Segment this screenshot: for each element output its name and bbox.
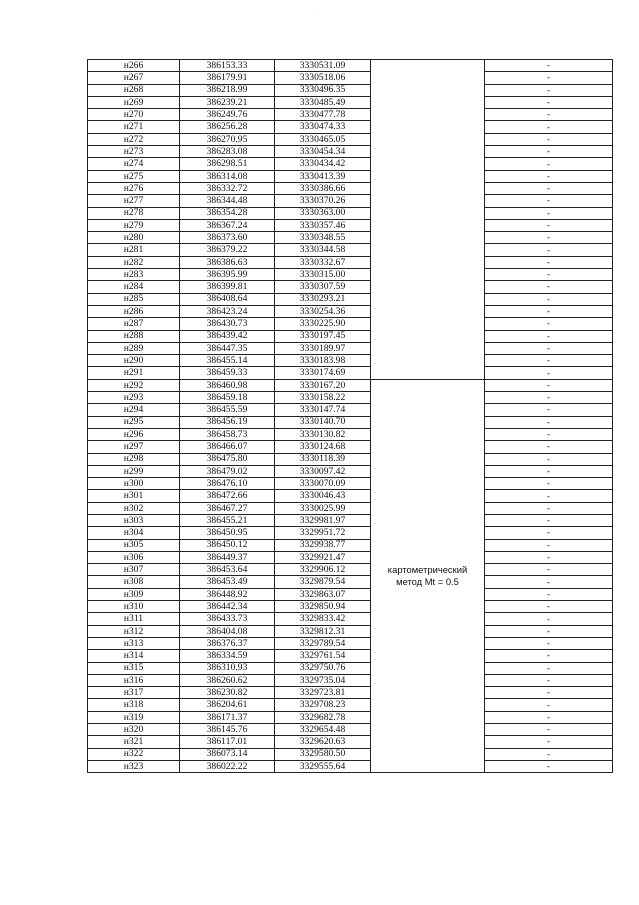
point-number-cell: н316	[88, 674, 180, 686]
x-coordinate-cell: 386448.92	[180, 588, 275, 600]
y-coordinate-cell: 3330254.36	[275, 305, 371, 317]
x-coordinate-cell: 386249.76	[180, 109, 275, 121]
x-coordinate-cell: 386373.60	[180, 232, 275, 244]
accuracy-cell: -	[485, 760, 613, 772]
x-coordinate-cell: 386256.28	[180, 121, 275, 133]
point-number-cell: н299	[88, 465, 180, 477]
table-row	[88, 379, 613, 391]
x-coordinate-cell: 386153.33	[180, 60, 275, 72]
y-coordinate-cell: 3329708.23	[275, 699, 371, 711]
y-coordinate-cell: 3330097.42	[275, 465, 371, 477]
table-row	[88, 404, 613, 416]
y-coordinate-cell: 3330363.00	[275, 207, 371, 219]
y-coordinate-cell: 3329981.97	[275, 514, 371, 526]
point-number-cell: н295	[88, 416, 180, 428]
y-coordinate-cell: 3329620.63	[275, 736, 371, 748]
x-coordinate-cell: 386460.98	[180, 379, 275, 391]
table-row	[88, 724, 613, 736]
point-number-cell: н267	[88, 72, 180, 84]
y-coordinate-cell: 3330332.67	[275, 256, 371, 268]
table-row	[88, 650, 613, 662]
y-coordinate-cell: 3330315.00	[275, 269, 371, 281]
table-row	[88, 588, 613, 600]
x-coordinate-cell: 386455.14	[180, 355, 275, 367]
accuracy-cell: -	[485, 318, 613, 330]
accuracy-cell: -	[485, 367, 613, 379]
point-number-cell: н293	[88, 392, 180, 404]
x-coordinate-cell: 386458.73	[180, 428, 275, 440]
point-number-cell: н320	[88, 724, 180, 736]
x-coordinate-cell: 386298.51	[180, 158, 275, 170]
method-label-line1: картометрический	[387, 564, 468, 576]
y-coordinate-cell: 3329863.07	[275, 588, 371, 600]
y-coordinate-cell: 3330531.09	[275, 60, 371, 72]
table-row	[88, 232, 613, 244]
table-row	[88, 502, 613, 514]
accuracy-cell: -	[485, 232, 613, 244]
x-coordinate-cell: 386239.21	[180, 96, 275, 108]
table-row	[88, 527, 613, 539]
point-number-cell: н302	[88, 502, 180, 514]
x-coordinate-cell: 386467.27	[180, 502, 275, 514]
point-number-cell: н315	[88, 662, 180, 674]
point-number-cell: н278	[88, 207, 180, 219]
y-coordinate-cell: 3330147.74	[275, 404, 371, 416]
y-coordinate-cell: 3330124.68	[275, 441, 371, 453]
y-coordinate-cell: 3329951.72	[275, 527, 371, 539]
x-coordinate-cell: 386459.18	[180, 392, 275, 404]
y-coordinate-cell: 3330025.99	[275, 502, 371, 514]
table-row	[88, 465, 613, 477]
accuracy-cell: -	[485, 674, 613, 686]
y-coordinate-cell: 3330189.97	[275, 342, 371, 354]
y-coordinate-cell: 3329833.42	[275, 613, 371, 625]
accuracy-cell: -	[485, 305, 613, 317]
point-number-cell: н271	[88, 121, 180, 133]
point-number-cell: н309	[88, 588, 180, 600]
accuracy-cell: -	[485, 551, 613, 563]
y-coordinate-cell: 3330357.46	[275, 219, 371, 231]
table-row	[88, 514, 613, 526]
y-coordinate-cell: 3329761.54	[275, 650, 371, 662]
x-coordinate-cell: 386404.08	[180, 625, 275, 637]
x-coordinate-cell: 386260.62	[180, 674, 275, 686]
table-row	[88, 564, 613, 576]
y-coordinate-cell: 3329735.04	[275, 674, 371, 686]
x-coordinate-cell: 386453.49	[180, 576, 275, 588]
accuracy-cell: -	[485, 392, 613, 404]
y-coordinate-cell: 3330070.09	[275, 478, 371, 490]
point-number-cell: н274	[88, 158, 180, 170]
table-row	[88, 305, 613, 317]
point-number-cell: н303	[88, 514, 180, 526]
y-coordinate-cell: 3330130.82	[275, 428, 371, 440]
accuracy-cell: -	[485, 724, 613, 736]
accuracy-cell: -	[485, 182, 613, 194]
point-number-cell: н280	[88, 232, 180, 244]
table-row	[88, 760, 613, 772]
table-row	[88, 613, 613, 625]
point-number-cell: н296	[88, 428, 180, 440]
x-coordinate-cell: 386310.93	[180, 662, 275, 674]
point-number-cell: н282	[88, 256, 180, 268]
accuracy-cell: -	[485, 195, 613, 207]
table-row	[88, 674, 613, 686]
y-coordinate-cell: 3329682.78	[275, 711, 371, 723]
y-coordinate-cell: 3330434.42	[275, 158, 371, 170]
x-coordinate-cell: 386230.82	[180, 687, 275, 699]
y-coordinate-cell: 3330477.78	[275, 109, 371, 121]
accuracy-cell: -	[485, 514, 613, 526]
x-coordinate-cell: 386283.08	[180, 146, 275, 158]
accuracy-cell: -	[485, 158, 613, 170]
table-row	[88, 109, 613, 121]
point-number-cell: н305	[88, 539, 180, 551]
y-coordinate-cell: 3329938.77	[275, 539, 371, 551]
accuracy-cell: -	[485, 146, 613, 158]
point-number-cell: н270	[88, 109, 180, 121]
x-coordinate-cell: 386408.64	[180, 293, 275, 305]
y-coordinate-cell: 3330046.43	[275, 490, 371, 502]
point-number-cell: н277	[88, 195, 180, 207]
accuracy-cell: -	[485, 207, 613, 219]
x-coordinate-cell: 386354.28	[180, 207, 275, 219]
accuracy-cell: -	[485, 527, 613, 539]
point-number-cell: н287	[88, 318, 180, 330]
x-coordinate-cell: 386459.33	[180, 367, 275, 379]
accuracy-cell: -	[485, 121, 613, 133]
x-coordinate-cell: 386449.37	[180, 551, 275, 563]
y-coordinate-cell: 3330307.59	[275, 281, 371, 293]
point-number-cell: н306	[88, 551, 180, 563]
accuracy-cell: -	[485, 170, 613, 182]
y-coordinate-cell: 3330118.39	[275, 453, 371, 465]
x-coordinate-cell: 386218.99	[180, 84, 275, 96]
y-coordinate-cell: 3329850.94	[275, 601, 371, 613]
y-coordinate-cell: 3329921.47	[275, 551, 371, 563]
y-coordinate-cell: 3329879.54	[275, 576, 371, 588]
table-row	[88, 60, 613, 72]
y-coordinate-cell: 3329555.64	[275, 760, 371, 772]
x-coordinate-cell: 386332.72	[180, 182, 275, 194]
point-number-cell: н310	[88, 601, 180, 613]
table-row	[88, 256, 613, 268]
table-row	[88, 736, 613, 748]
accuracy-cell: -	[485, 404, 613, 416]
table-row	[88, 342, 613, 354]
x-coordinate-cell: 386423.24	[180, 305, 275, 317]
accuracy-cell: -	[485, 711, 613, 723]
y-coordinate-cell: 3330413.39	[275, 170, 371, 182]
table-row	[88, 219, 613, 231]
y-coordinate-cell: 3329789.54	[275, 637, 371, 649]
table-row	[88, 576, 613, 588]
y-coordinate-cell: 3329580.50	[275, 748, 371, 760]
point-number-cell: н290	[88, 355, 180, 367]
table-row	[88, 551, 613, 563]
accuracy-cell: -	[485, 72, 613, 84]
x-coordinate-cell: 386022.22	[180, 760, 275, 772]
point-number-cell: н307	[88, 564, 180, 576]
x-coordinate-cell: 386334.59	[180, 650, 275, 662]
x-coordinate-cell: 386453.64	[180, 564, 275, 576]
accuracy-cell: -	[485, 699, 613, 711]
point-number-cell: н291	[88, 367, 180, 379]
point-number-cell: н314	[88, 650, 180, 662]
accuracy-cell: -	[485, 465, 613, 477]
table-row	[88, 392, 613, 404]
x-coordinate-cell: 386466.07	[180, 441, 275, 453]
table-row	[88, 490, 613, 502]
table-row	[88, 367, 613, 379]
accuracy-cell: -	[485, 687, 613, 699]
point-number-cell: н276	[88, 182, 180, 194]
table-row	[88, 121, 613, 133]
x-coordinate-cell: 386179.91	[180, 72, 275, 84]
table-row	[88, 133, 613, 145]
x-coordinate-cell: 386204.61	[180, 699, 275, 711]
table-row	[88, 699, 613, 711]
point-number-cell: н285	[88, 293, 180, 305]
accuracy-cell: -	[485, 625, 613, 637]
y-coordinate-cell: 3330225.90	[275, 318, 371, 330]
accuracy-cell: -	[485, 453, 613, 465]
accuracy-cell: -	[485, 281, 613, 293]
accuracy-cell: -	[485, 748, 613, 760]
point-number-cell: н300	[88, 478, 180, 490]
x-coordinate-cell: 386442.34	[180, 601, 275, 613]
point-number-cell: н294	[88, 404, 180, 416]
accuracy-cell: -	[485, 650, 613, 662]
point-number-cell: н313	[88, 637, 180, 649]
table-row	[88, 355, 613, 367]
accuracy-cell: -	[485, 588, 613, 600]
point-number-cell: н321	[88, 736, 180, 748]
point-number-cell: н319	[88, 711, 180, 723]
x-coordinate-cell: 386145.76	[180, 724, 275, 736]
accuracy-cell: -	[485, 428, 613, 440]
point-number-cell: н268	[88, 84, 180, 96]
x-coordinate-cell: 386455.59	[180, 404, 275, 416]
y-coordinate-cell: 3330344.58	[275, 244, 371, 256]
accuracy-cell: -	[485, 256, 613, 268]
accuracy-cell: -	[485, 355, 613, 367]
x-coordinate-cell: 386450.95	[180, 527, 275, 539]
x-coordinate-cell: 386395.99	[180, 269, 275, 281]
table-row	[88, 269, 613, 281]
table-row	[88, 158, 613, 170]
point-number-cell: н308	[88, 576, 180, 588]
coordinates-table	[87, 59, 613, 773]
point-number-cell: н304	[88, 527, 180, 539]
method-label-line2: метод Mt = 0.5	[396, 575, 459, 587]
accuracy-cell: -	[485, 662, 613, 674]
point-number-cell: н279	[88, 219, 180, 231]
x-coordinate-cell: 386386.63	[180, 256, 275, 268]
point-number-cell: н323	[88, 760, 180, 772]
y-coordinate-cell: 3329906.12	[275, 564, 371, 576]
x-coordinate-cell: 386073.14	[180, 748, 275, 760]
y-coordinate-cell: 3330386.66	[275, 182, 371, 194]
x-coordinate-cell: 386455.21	[180, 514, 275, 526]
y-coordinate-cell: 3330518.06	[275, 72, 371, 84]
accuracy-cell: -	[485, 539, 613, 551]
accuracy-cell: -	[485, 502, 613, 514]
x-coordinate-cell: 386117.01	[180, 736, 275, 748]
table-row	[88, 330, 613, 342]
y-coordinate-cell: 3329723.81	[275, 687, 371, 699]
point-number-cell: н297	[88, 441, 180, 453]
y-coordinate-cell: 3329812.31	[275, 625, 371, 637]
x-coordinate-cell: 386476.10	[180, 478, 275, 490]
point-number-cell: н318	[88, 699, 180, 711]
table-row	[88, 601, 613, 613]
y-coordinate-cell: 3330485.49	[275, 96, 371, 108]
point-number-cell: н317	[88, 687, 180, 699]
y-coordinate-cell: 3330140.70	[275, 416, 371, 428]
x-coordinate-cell: 386472.66	[180, 490, 275, 502]
y-coordinate-cell: 3329750.76	[275, 662, 371, 674]
point-number-cell: н266	[88, 60, 180, 72]
table-row	[88, 207, 613, 219]
x-coordinate-cell: 386450.12	[180, 539, 275, 551]
table-row	[88, 146, 613, 158]
accuracy-cell: -	[485, 342, 613, 354]
table-row	[88, 244, 613, 256]
coordinates-table-body	[88, 60, 613, 773]
table-row	[88, 182, 613, 194]
y-coordinate-cell: 3330496.35	[275, 84, 371, 96]
point-number-cell: н273	[88, 146, 180, 158]
table-row	[88, 72, 613, 84]
y-coordinate-cell: 3330454.34	[275, 146, 371, 158]
y-coordinate-cell: 3330183.98	[275, 355, 371, 367]
table-row	[88, 625, 613, 637]
accuracy-cell: -	[485, 490, 613, 502]
accuracy-cell: -	[485, 736, 613, 748]
point-number-cell: н292	[88, 379, 180, 391]
x-coordinate-cell: 386475.80	[180, 453, 275, 465]
point-number-cell: н281	[88, 244, 180, 256]
accuracy-cell: -	[485, 84, 613, 96]
table-row	[88, 539, 613, 551]
point-number-cell: н312	[88, 625, 180, 637]
table-row	[88, 281, 613, 293]
x-coordinate-cell: 386367.24	[180, 219, 275, 231]
y-coordinate-cell: 3330474.33	[275, 121, 371, 133]
point-number-cell: н301	[88, 490, 180, 502]
y-coordinate-cell: 3329654.48	[275, 724, 371, 736]
x-coordinate-cell: 386430.73	[180, 318, 275, 330]
x-coordinate-cell: 386270.95	[180, 133, 275, 145]
accuracy-cell: -	[485, 416, 613, 428]
x-coordinate-cell: 386456.19	[180, 416, 275, 428]
point-number-cell: н298	[88, 453, 180, 465]
x-coordinate-cell: 386399.81	[180, 281, 275, 293]
table-row	[88, 441, 613, 453]
point-number-cell: н289	[88, 342, 180, 354]
x-coordinate-cell: 386447.35	[180, 342, 275, 354]
table-row	[88, 711, 613, 723]
table-row	[88, 195, 613, 207]
x-coordinate-cell: 386433.73	[180, 613, 275, 625]
accuracy-cell: -	[485, 330, 613, 342]
point-number-cell: н284	[88, 281, 180, 293]
accuracy-cell: -	[485, 269, 613, 281]
accuracy-cell: -	[485, 564, 613, 576]
point-number-cell: н288	[88, 330, 180, 342]
y-coordinate-cell: 3330158.22	[275, 392, 371, 404]
table-row	[88, 687, 613, 699]
accuracy-cell: -	[485, 60, 613, 72]
accuracy-cell: -	[485, 293, 613, 305]
point-number-cell: н311	[88, 613, 180, 625]
table-row	[88, 96, 613, 108]
table-row	[88, 293, 613, 305]
x-coordinate-cell: 386379.22	[180, 244, 275, 256]
accuracy-cell: -	[485, 478, 613, 490]
y-coordinate-cell: 3330293.21	[275, 293, 371, 305]
table-row	[88, 84, 613, 96]
x-coordinate-cell: 386344.48	[180, 195, 275, 207]
y-coordinate-cell: 3330348.55	[275, 232, 371, 244]
y-coordinate-cell: 3330174.69	[275, 367, 371, 379]
table-row	[88, 748, 613, 760]
accuracy-cell: -	[485, 109, 613, 121]
y-coordinate-cell: 3330167.20	[275, 379, 371, 391]
y-coordinate-cell: 3330370.26	[275, 195, 371, 207]
accuracy-cell: -	[485, 613, 613, 625]
accuracy-cell: -	[485, 244, 613, 256]
accuracy-cell: -	[485, 601, 613, 613]
x-coordinate-cell: 386171.37	[180, 711, 275, 723]
x-coordinate-cell: 386439.42	[180, 330, 275, 342]
method-cell	[371, 379, 485, 773]
accuracy-cell: -	[485, 96, 613, 108]
point-number-cell: н283	[88, 269, 180, 281]
accuracy-cell: -	[485, 219, 613, 231]
y-coordinate-cell: 3330197.45	[275, 330, 371, 342]
point-number-cell: н286	[88, 305, 180, 317]
table-row	[88, 453, 613, 465]
accuracy-cell: -	[485, 576, 613, 588]
accuracy-cell: -	[485, 133, 613, 145]
point-number-cell: н275	[88, 170, 180, 182]
page-mark: ·	[318, 10, 320, 16]
x-coordinate-cell: 386376.37	[180, 637, 275, 649]
table-row	[88, 662, 613, 674]
point-number-cell: н272	[88, 133, 180, 145]
y-coordinate-cell: 3330465.05	[275, 133, 371, 145]
point-number-cell: н322	[88, 748, 180, 760]
table-row	[88, 416, 613, 428]
accuracy-cell: -	[485, 637, 613, 649]
accuracy-cell: -	[485, 441, 613, 453]
table-row	[88, 428, 613, 440]
x-coordinate-cell: 386314.08	[180, 170, 275, 182]
table-row	[88, 478, 613, 490]
table-row	[88, 170, 613, 182]
x-coordinate-cell: 386479.02	[180, 465, 275, 477]
point-number-cell: н269	[88, 96, 180, 108]
table-row	[88, 318, 613, 330]
table-row	[88, 637, 613, 649]
accuracy-cell: -	[485, 379, 613, 391]
method-cell-empty	[371, 60, 485, 380]
